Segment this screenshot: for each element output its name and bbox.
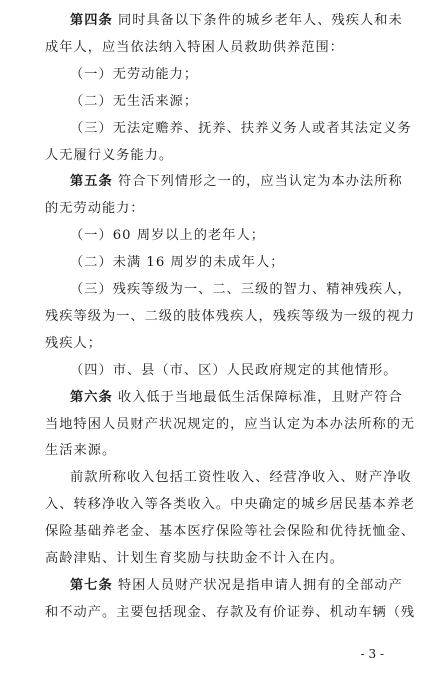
article-5-item-2: （二）未满 16 周岁的未成年人； <box>70 255 285 271</box>
article-6-para-2-line-3: 保险基础养老金、基本医疗保险等社会保险和优待抚恤金、 <box>45 524 416 540</box>
article-7-line-1: 第七条 特困人员财产状况是指申请人拥有的全部动产 <box>70 577 403 593</box>
article-6-line-3: 生活来源。 <box>45 443 117 459</box>
article-6-para-2-line-2: 入、转移净收入等各类收入。中央确定的城乡居民基本养老 <box>45 497 416 513</box>
article-6-line-2: 当地特困人员财产状况规定的，应当认定为本办法所称的无 <box>45 416 416 432</box>
article-5-item-3-line-3: 残疾人； <box>45 335 102 351</box>
article-4-item-2: （二）无生活来源； <box>70 93 199 109</box>
article-6-heading: 第六条 <box>70 389 113 405</box>
article-4-heading: 第四条 <box>70 13 113 28</box>
page-number: - 3 - <box>360 647 384 661</box>
article-4-line-2: 成年人，应当依法纳入特困人员救助供养范围： <box>45 39 344 55</box>
article-6-para-2-line-1: 前款所称收入包括工资性收入、经营净收入、财产净收 <box>70 470 412 486</box>
article-5-item-3-line-1: （三）残疾等级为一、二、三级的智力、精神残疾人， <box>70 282 412 297</box>
article-5-item-3-line-2: 残疾等级为一、二级的肢体残疾人，残疾等级为一级的视力 <box>45 308 416 324</box>
article-7-heading: 第七条 <box>70 577 113 593</box>
article-7-line-2: 和不动产。主要包括现金、存款及有价证券、机动车辆（残 <box>45 604 416 620</box>
article-4-item-3-line-2: 人无履行义务能力。 <box>45 147 174 163</box>
article-5-heading: 第五条 <box>70 174 113 190</box>
article-4-line-1: 第四条 同时具备以下条件的城乡老年人、残疾人和未 <box>70 13 403 28</box>
article-6-line-1: 第六条 收入低于当地最低生活保障标准，且财产符合 <box>70 389 403 405</box>
article-5-item-4: （四）市、县（市、区）人民政府规定的其他情形。 <box>70 362 398 378</box>
article-4-item-3-line-1: （三）无法定赡养、抚养、扶养义务人或者其法定义务 <box>70 120 412 136</box>
article-5-line-2: 的无劳动能力： <box>45 201 145 217</box>
article-6-para-2-line-4: 高龄津贴、计划生育奖励与扶助金不计入在内。 <box>45 551 344 566</box>
article-4-item-1: （一）无劳动能力； <box>70 66 199 82</box>
article-5-item-1: （一）60 周岁以上的老年人； <box>70 228 265 244</box>
article-5-line-1: 第五条 符合下列情形之一的，应当认定为本办法所称 <box>70 174 403 190</box>
